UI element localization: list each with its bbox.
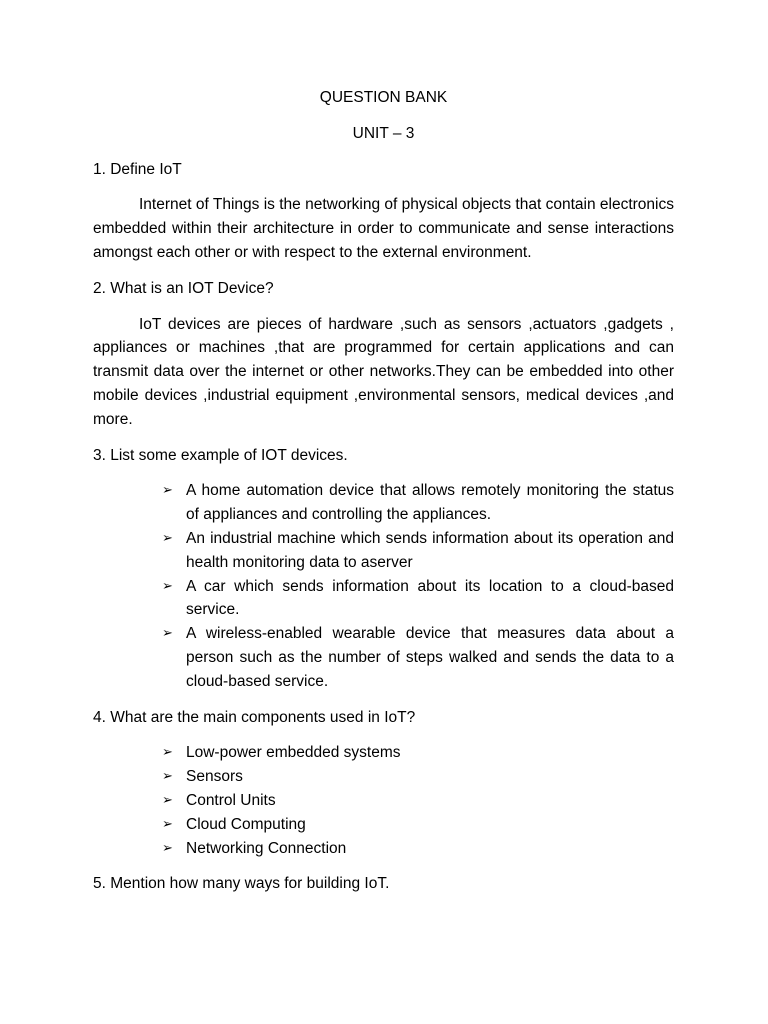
arrowhead-bullet-icon: ➢ <box>162 769 173 785</box>
arrowhead-bullet-icon: ➢ <box>162 745 173 761</box>
question-4: 4. What are the main components used in IoT? <box>93 708 416 726</box>
list-item-text: A wireless-enabled wearable device that measures data about a person such as the number of steps walked and sends the data to a cloud-based service. <box>186 625 674 690</box>
question-2: 2. What is an IOT Device? <box>93 279 274 297</box>
arrowhead-bullet-icon: ➢ <box>162 816 173 832</box>
list-item <box>162 741 674 765</box>
list-item-text: A home automation device that allows remotely monitoring the status of appliances and controlling the appliances. <box>186 482 674 524</box>
document-title: QUESTION BANK <box>319 89 448 106</box>
question-5: 5. Mention how many ways for building IoT. <box>93 875 390 893</box>
components-list <box>93 741 674 860</box>
list-item-text: Low-power embedded systems <box>186 744 401 762</box>
example-devices-list <box>93 479 674 693</box>
arrowhead-bullet-icon: ➢ <box>162 483 173 499</box>
arrowhead-bullet-icon: ➢ <box>162 530 173 546</box>
answer-2: IoT devices are pieces of hardware ,such as sensors ,actuators ,gadgets , appliances or machines ,that are programmed for certain applications and can transmit data over the internet or other networks.They can be embedded into other mobile devices ,industrial equipment ,environmental sensors, medical devices ,and more. <box>93 315 674 428</box>
unit-heading: UNIT – 3 <box>352 124 415 142</box>
list-item <box>162 837 674 861</box>
arrowhead-bullet-icon: ➢ <box>162 792 173 808</box>
list-item <box>162 813 674 837</box>
list-item <box>162 527 674 575</box>
answer-1: Internet of Things is the networking of physical objects that contain electronics embedded within their architecture in order to communicate and sense interactions amongst each other or with respect to the external environment. <box>93 196 674 261</box>
arrowhead-bullet-icon: ➢ <box>162 840 173 856</box>
list-item <box>162 765 674 789</box>
list-item-text: An industrial machine which sends information about its operation and health monitoring data to aserver <box>186 529 674 571</box>
question-3: 3. List some example of IOT devices. <box>93 446 348 464</box>
list-item-text: Control Units <box>186 791 276 809</box>
list-item <box>162 622 674 693</box>
list-item-text: A car which sends information about its location to a cloud-based service. <box>186 577 674 619</box>
arrowhead-bullet-icon: ➢ <box>162 578 173 594</box>
list-item <box>162 575 674 623</box>
question-1: 1. Define IoT <box>93 160 182 178</box>
arrowhead-bullet-icon: ➢ <box>162 626 173 642</box>
list-item <box>162 789 674 813</box>
document-page <box>93 86 674 908</box>
list-item-text: Networking Connection <box>186 839 347 857</box>
list-item-text: Cloud Computing <box>186 815 306 833</box>
list-item <box>162 479 674 527</box>
list-item-text: Sensors <box>186 768 243 786</box>
